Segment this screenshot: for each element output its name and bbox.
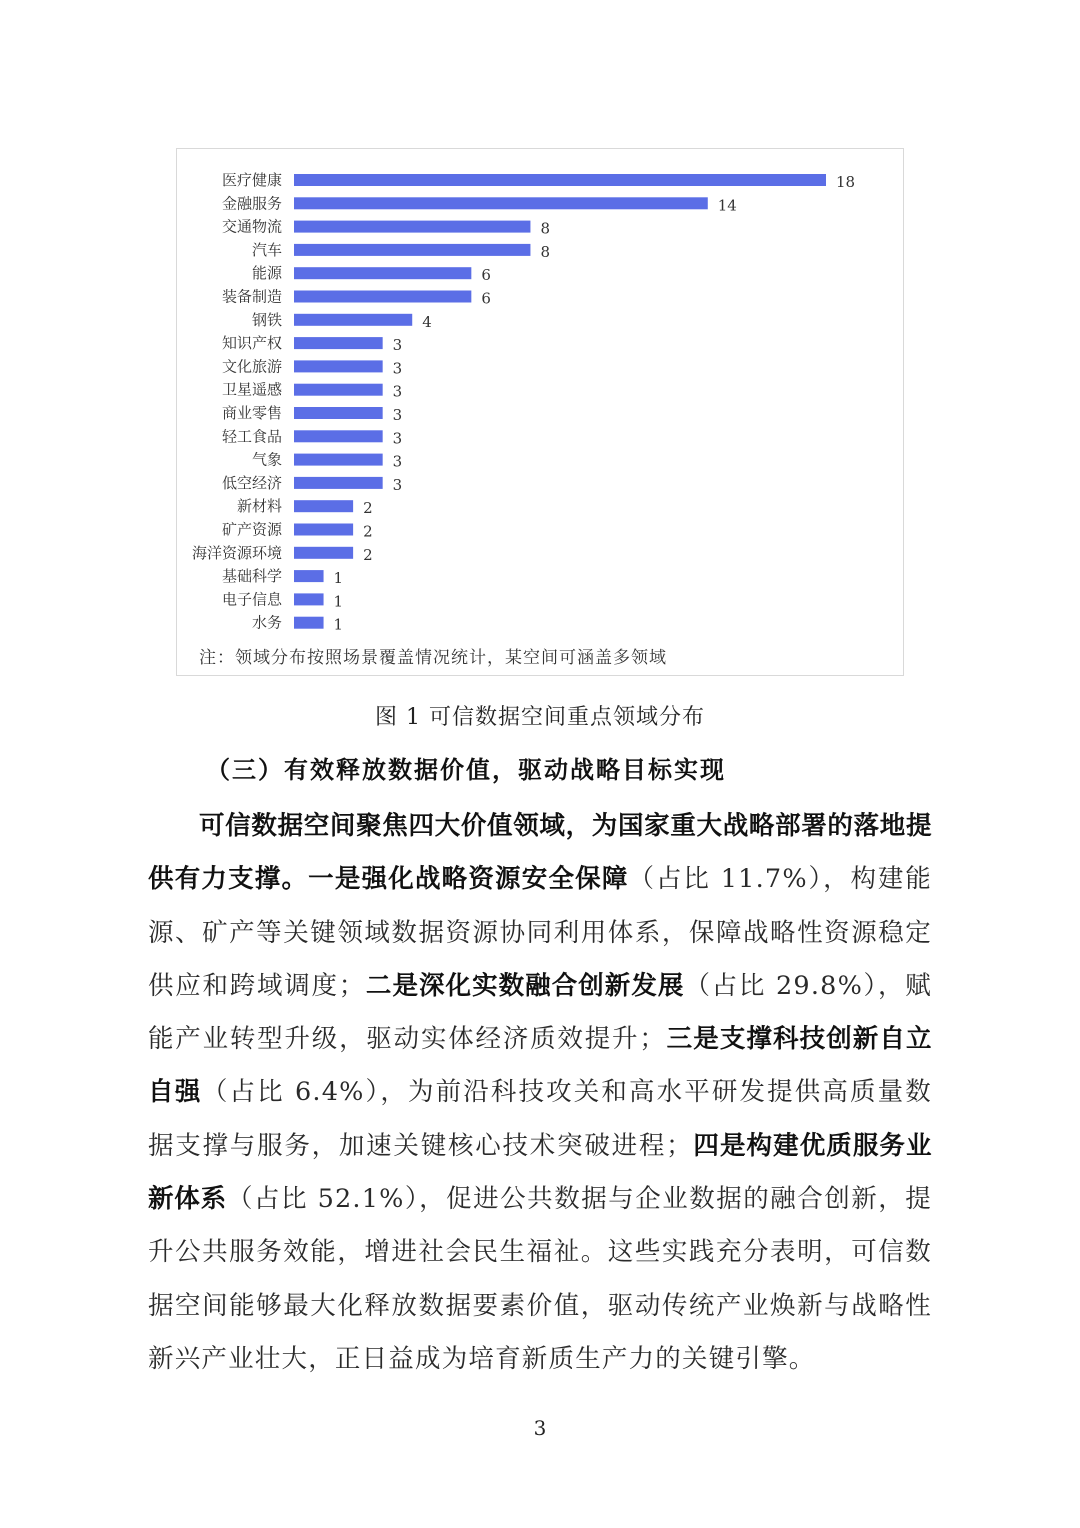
bar [294, 221, 530, 233]
value-label: 18 [836, 173, 856, 191]
value-label: 1 [333, 569, 344, 588]
bar [294, 174, 826, 186]
bar [294, 407, 383, 419]
value-label: 6 [481, 289, 491, 308]
category-label: 钢铁 [251, 310, 282, 329]
bold-text-run: 二是深化实数融合创新发展 [365, 970, 685, 1001]
body-paragraph [148, 800, 932, 1386]
text-run: （占比 11.7%），构建能源、矿产等关键领域数据资源协同利用体系，保障战略性资源稳定供应和跨域调度； [148, 864, 932, 1001]
bold-text-run: 可信数据空间聚焦四大价值领域，为国家重大战略部署的落地提供有力支撑。一是强化战略资源安全保障 [148, 811, 932, 895]
bar [294, 454, 383, 466]
category-label: 矿产资源 [221, 520, 282, 539]
category-label: 知识产权 [221, 334, 282, 353]
category-label: 新材料 [236, 497, 282, 516]
bar [294, 500, 353, 512]
category-label: 基础科学 [221, 567, 282, 586]
category-label: 水务 [251, 613, 282, 632]
text-run: （占比 52.1%），促进公共数据与企业数据的融合创新，提升公共服务效能，增进社会民生福祉。这些实践充分表明，可信数据空间能够最大化释放数据要素价值，驱动传统产业焕新与战略性新兴产业壮大，正日益成为培育新质生产力的关键引擎。 [148, 1184, 932, 1374]
category-label: 电子信息 [221, 590, 282, 609]
section-title: （三）有效释放数据价值，驱动战略目标实现 [206, 756, 726, 784]
value-label: 3 [392, 452, 403, 471]
page-number: 3 [533, 1416, 547, 1440]
value-label: 1 [333, 592, 344, 611]
category-label: 气象 [251, 450, 282, 469]
value-label: 14 [717, 196, 737, 215]
value-label: 2 [363, 545, 373, 564]
category-label: 交通物流 [221, 217, 282, 236]
bar [294, 477, 383, 489]
text-run: （占比 29.8%），赋能产业转型升级，驱动实体经济质效提升； [148, 970, 932, 1055]
category-label: 低空经济 [221, 473, 282, 492]
category-label: 文化旅游 [221, 357, 282, 376]
value-label: 2 [363, 499, 373, 518]
text-run: （占比 6.4%），为前沿科技攻关和高水平研发提供高质量数据支撑与服务，加速关键核心技术突破进程； [148, 1077, 932, 1161]
category-label: 卫星遥感 [221, 380, 282, 399]
bar [294, 547, 353, 559]
bar [294, 524, 353, 536]
value-label: 3 [392, 382, 403, 401]
category-label: 能源 [251, 264, 282, 283]
figure-caption: 图 1 可信数据空间重点领域分布 [375, 705, 705, 730]
value-label: 4 [422, 312, 432, 331]
value-label: 3 [392, 475, 403, 494]
chart-note: 注：领域分布按照场景覆盖情况统计，某空间可涵盖多领域 [199, 648, 667, 668]
value-label: 3 [392, 406, 403, 424]
bold-text-run: 三是支撑科技创新自立自强 [148, 1024, 932, 1108]
bar [294, 384, 383, 396]
category-label: 医疗健康 [221, 171, 282, 189]
bar [294, 267, 471, 279]
bar [294, 430, 383, 442]
value-label: 8 [540, 219, 550, 238]
value-label: 3 [392, 429, 403, 448]
bold-text-run: 四是构建优质服务业新体系 [148, 1130, 932, 1215]
value-label: 8 [540, 242, 550, 261]
category-label: 金融服务 [221, 194, 282, 213]
value-label: 6 [481, 266, 491, 285]
category-label: 轻工食品 [221, 427, 282, 446]
value-label: 3 [392, 336, 403, 355]
bar [294, 360, 383, 372]
bar [294, 244, 530, 256]
category-label: 装备制造 [221, 287, 282, 306]
category-label: 海洋资源环境 [191, 543, 282, 562]
bar [294, 291, 471, 303]
bar [294, 593, 324, 605]
value-label: 2 [363, 522, 373, 541]
category-label: 汽车 [251, 240, 282, 259]
bar [294, 197, 708, 209]
category-label: 商业零售 [221, 404, 282, 422]
bar [294, 617, 324, 629]
bar [294, 314, 412, 326]
bar [294, 337, 383, 349]
bar-chart [177, 149, 905, 639]
value-label: 1 [333, 615, 344, 634]
value-label: 3 [392, 359, 403, 378]
bar [294, 570, 324, 582]
bar-chart-figure [176, 148, 904, 676]
